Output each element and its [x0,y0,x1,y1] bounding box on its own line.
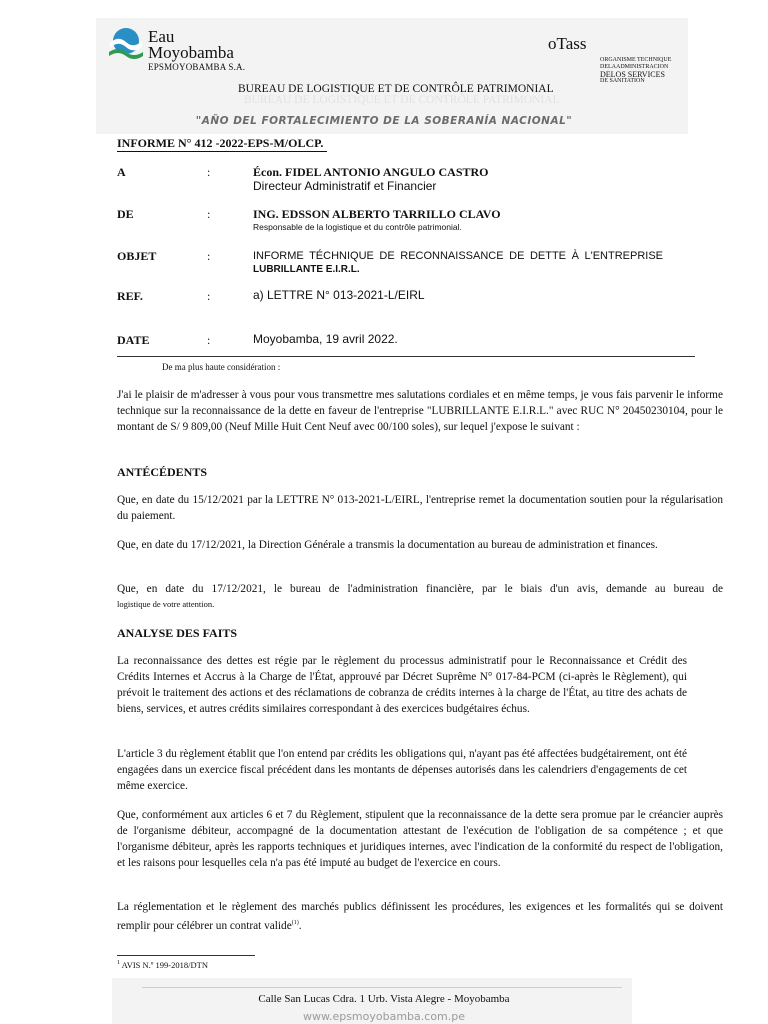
antecedents-paragraph-1: Que, en date du 15/12/2021 par la LETTRE N° 013-2021-L/EIRL, l'entreprise remet la documentation soutien pour la régularisation du paiement. [117,494,723,522]
field-a-recipient: Écon. FIDEL ANTONIO ANGULO CASTRO [253,165,489,179]
field-objet-label: OBJET [117,249,157,263]
antecedents-paragraph-2: Que, en date du 17/12/2021, la Direction Générale a transmis la documentation au bureau de administration et finances. [117,539,658,551]
antecedents-heading: ANTÉCÉDENTS [117,465,208,479]
otass-subtitle-2: DELAADMINISTRACION [600,64,669,70]
eps-moyobamba-logo [106,26,146,62]
field-ref-label: REF. [117,289,143,303]
footnote-divider [117,955,255,956]
otass-subtitle-3: DELOS SERVICES [600,70,665,79]
field-de-colon: : [207,207,211,221]
field-de-role: Responsable de la logistique et du contrôle patrimonial. [253,222,462,232]
antecedents-paragraph-3: Que, en date du 17/12/2021, le bureau de l'administration financière, par le biais d'un avis, demande au bureau de [117,583,723,595]
field-a-colon: : [207,165,211,179]
brand-name-line2: Moyobamba [148,43,234,62]
field-date-colon: : [207,333,211,347]
analyse-paragraph-4 [117,899,723,934]
footnote-text: AVIS N.º 199-2018/DTN [121,960,208,970]
department-title-watermark: BUREAU DE LOGISTIQUE ET DE CONTRÔLE PATRIMONIAL [244,94,560,106]
footer-address: Calle San Lucas Cdra. 1 Urb. Vista Alegre - Moyobamba [258,993,510,1005]
field-a-role: Directeur Administratif et Financier [253,179,437,193]
header-divider [117,356,695,357]
analyse-paragraph-3: Que, conformément aux articles 6 et 7 du Règlement, stipulent que la reconnaissance de la dette sera promue par le créancier auprès de l'organisme débiteur, accompagné de la documentation attestant de l'exécution de l'obligation de sa compétence ; et que l'organisme débiteur, après les rapports techniques et juridiques internes, avec l'indication de la conformité du respect de l'obligation, et les raisons pour lesquelles cela n'a pas été imputé au budget de l'exercice en cours. [117,809,723,869]
field-objet-line1: INFORME TÉCHNIQUE DE RECONNAISSANCE DE DETTE À L'ENTREPRISE [253,250,663,262]
antecedents-paragraph-3-cont: logistique de votre attention. [117,599,215,609]
footnote [117,960,208,970]
field-de-sender: ING. EDSSON ALBERTO TARRILLO CLAVO [253,207,501,221]
brand-name-line1: Eau [148,27,175,46]
field-de-label: DE [117,207,134,221]
analyse-heading: ANALYSE DES FAITS [117,626,238,640]
otass-subtitle-1: ORGANISME TECHNIQUE [600,57,672,63]
footer-website: www.epsmoyobamba.com.pe [302,1010,466,1023]
field-a-label: A [117,165,126,179]
field-objet-colon: : [207,249,211,263]
report-number: INFORME N° 412 -2022-EPS-M/OLCP. [117,136,327,152]
analyse-paragraph-1: La reconnaissance des dettes est régie par le règlement du processus administratif pour le Reconnaissance et Crédit des Crédits Internes et Accrus à la Charge de l'État, approuvé par Décret Suprême N° 017-84-PCM (ci-après le Règlement), qui prévoit le traitement des actions et des réclamations de cobranza de crédits internes à la charge de l'État, au titre des achats de biens, services, et autres crédits similaires correspondant à des exercices budgétaires échus. [117,655,687,715]
department-title: BUREAU DE LOGISTIQUE ET DE CONTRÔLE PATRIMONIAL [238,83,554,95]
otass-subtitle-4: DE SANITATION [600,78,645,84]
brand-company: EPSMOYOBAMBA S.A. [148,62,246,72]
year-slogan: "AÑO DEL FORTALECIMIENTO DE LA SOBERANÍA NACIONAL" [195,115,573,127]
footer-divider [142,987,622,988]
otass-logo-text: oTass [548,34,587,53]
analyse-paragraph-4-end: . [298,919,302,932]
field-date-label: DATE [117,333,150,347]
footnote-number: 1 [117,960,120,967]
field-objet-line2: LUBRILLANTE E.I.R.L. [253,264,360,275]
analyse-paragraph-2: L'article 3 du règlement établit que l'on entend par crédits les obligations qui, n'ayant pas été affectées budgétairement, ont été engagées dans un exercice fiscal précédent dans les montants de dépenses autorisés dans les calendriers d'engagements de cet même exercice. [117,748,687,792]
salutation: De ma plus haute considération : [162,362,281,372]
field-ref-value: a) LETTRE N° 013-2021-L/EIRL [253,288,425,302]
field-ref-colon: : [207,289,211,303]
footnote-reference: (1) [291,920,299,926]
intro-paragraph: J'ai le plaisir de m'adresser à vous pour vous transmettre mes salutations cordiales et en même temps, je vous fais parvenir le informe technique sur la reconnaissance de la dette en faveur de l'entreprise "LUBRILLANTE E.I.R.L." avec RUC N° 20450230104, pour le montant de S/ 9 809,00 (Neuf Mille Huit Cent Neuf avec 00/100 soles), sur lequel j'expose le suivant : [117,389,723,433]
analyse-paragraph-4-text: La réglementation et le règlement des marchés publics définissent les procédures, les exigences et les formalités qui se doivent remplir pour célébrer un contrat valide [117,901,723,932]
field-date-value: Moyobamba, 19 avril 2022. [253,332,398,346]
